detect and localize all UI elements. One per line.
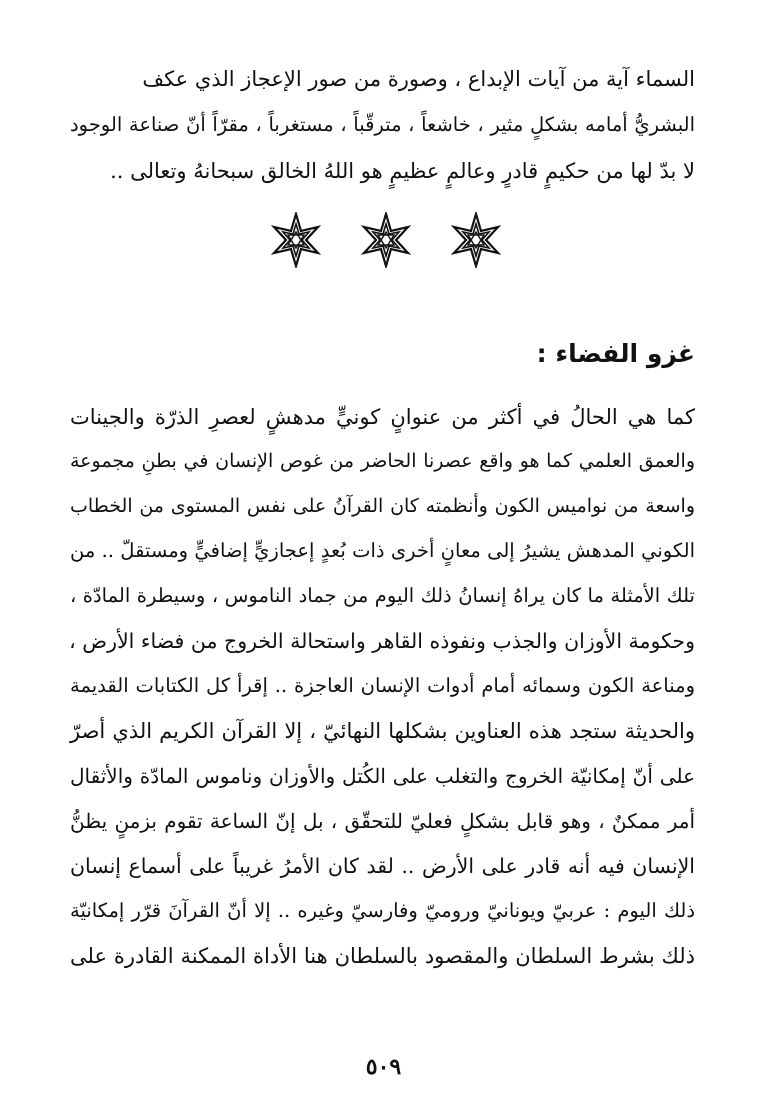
body-line: على أنّ إمكانيّة الخروج والتغلب على الكُتل والأوزان وناموس المادّة والأثقال [70,764,695,788]
body-line: ومناعة الكون وسمائه أمام أدوات الإنسان العاجزة .. إقرأ كل الكتابات القديمة [70,674,695,697]
body-line: ذلك اليوم : عربيّ ويونانيّ وروميّ وفارسيّ وغيره .. إلا أنّ القرآنَ قرّر إمكانيّة [70,899,695,922]
body-line: كما هي الحالُ في أكثر من عنوانٍ كونيٍّ مدهشٍ لعصرِ الذرّة والجينات [70,405,695,429]
six-pointed-star-icon [358,212,414,268]
body-line: والحديثة ستجد هذه العناوين بشكلها النهائيّ ، إلا القرآن الكريم الذي أصرّ [70,719,695,743]
body-line: ذلك بشرط السلطان والمقصود بالسلطان هنا الأداة الممكنة القادرة على [70,944,695,968]
body-line: أمر ممكنٌ ، وهو قابل بشكلٍ فعليّ للتحقّق ، بل إنّ الساعة تقوم بزمنٍ يظنُّ [70,809,695,833]
six-pointed-star-icon [268,212,324,268]
page-number: ٥٠٩ [365,1054,402,1080]
section-heading: غزو الفضاء : [536,339,695,368]
body-line: الكوني المدهش يشيرُ إلى معانٍ أخرى ذات بُعدٍ إعجازيٍّ إضافيٍّ ومستقلّ .. من [70,539,695,562]
body-line: واسعة من نواميس الكون وأنظمته كان القرآنُ على نفس المستوى من الخطاب [70,495,695,517]
body-line: الإنسان فيه أنه قادر على الأرض .. لقد كان الأمرُ غريباً على أسماع إنسان [70,854,695,878]
intro-line: لا بدّ لها من حكيمٍ قادرٍ وعالمٍ عظيمٍ هو اللهُ الخالق سبحانهُ وتعالى .. [110,159,695,183]
body-line: وحكومة الأوزان والجذب ونفوذه القاهر واستحالة الخروج من فضاء الأرض ، [69,629,695,653]
intro-line: السماء آية من آيات الإبداع ، وصورة من صور الإعجاز الذي عكف [142,67,695,91]
body-line: تلك الأمثلة ما كان يراهُ إنسانُ ذلك اليوم من جماد الناموس ، وسيطرة المادّة ، [70,584,695,607]
intro-line: البشريُّ أمامه بشكلٍ مثير ، خاشعاً ، مترقّباً ، مستغرباً ، مقرّاً أنّ صناعة الوجود [70,113,695,136]
star-separator [268,212,508,292]
body-line: والعمق العلمي كما هو واقع عصرنا الحاضر من غوص الإنسان في بطنِ مجموعة [70,450,695,472]
six-pointed-star-icon [448,212,504,268]
